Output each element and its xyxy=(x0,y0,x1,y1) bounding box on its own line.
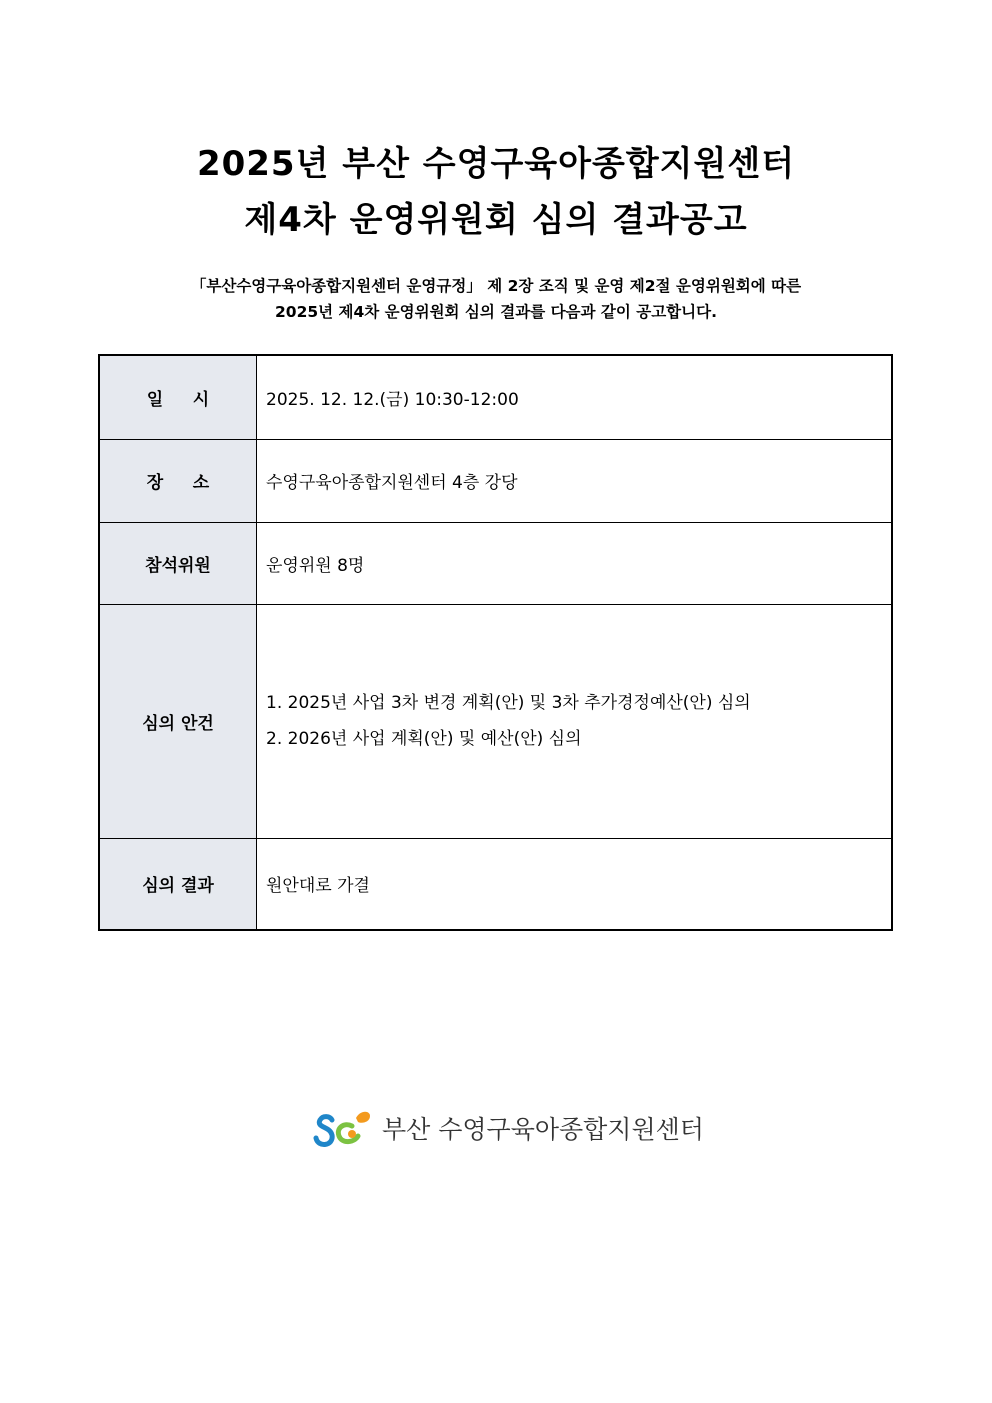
agenda-label: 심의 안건 xyxy=(99,604,257,838)
result-label: 심의 결과 xyxy=(99,838,257,930)
logo-leaf xyxy=(356,1112,370,1123)
place-value: 수영구육아종합지원센터 4층 강당 xyxy=(257,439,893,522)
place-label: 장 소 xyxy=(99,439,257,522)
table-row-result xyxy=(99,838,892,930)
logo-swirl-s xyxy=(316,1117,332,1145)
attendees-label: 참석위원 xyxy=(99,522,257,604)
date-value: 2025. 12. 12.(금) 10:30-12:00 xyxy=(257,355,893,439)
date-label: 일 시 xyxy=(99,355,257,439)
attendees-value: 운영위원 8명 xyxy=(257,522,893,604)
organization-name: 부산 수영구육아종합지원센터 xyxy=(382,1115,704,1144)
table-row-attendees xyxy=(99,522,892,604)
result-value: 원안대로 가결 xyxy=(257,838,893,930)
organization-logo-icon xyxy=(312,1108,374,1148)
table-row-date xyxy=(99,355,892,439)
logo-dot xyxy=(348,1130,356,1138)
intro-text-line-2: 2025년 제4차 운영위원회 심의 결과를 다음과 같이 공고합니다. xyxy=(275,303,717,321)
page-title-line-2: 제4차 운영위원회 심의 결과공고 xyxy=(244,200,748,240)
page-title-line-1: 2025년 부산 수영구육아종합지원센터 xyxy=(196,144,796,184)
footer xyxy=(312,1108,704,1148)
agenda-value xyxy=(257,604,893,838)
agenda-item-1: 1. 2025년 사업 3차 변경 계획(안) 및 3차 추가경정예산(안) 심의 xyxy=(266,693,751,713)
agenda-item-2: 2. 2026년 사업 계획(안) 및 예산(안) 심의 xyxy=(266,729,582,749)
result-table xyxy=(98,354,893,931)
intro-text-line-1: 「부산수영구육아종합지원센터 운영규정」 제 2장 조직 및 운영 제2절 운영위원회에 따른 xyxy=(190,277,802,295)
table-row-agenda xyxy=(99,604,892,838)
table-row-place xyxy=(99,439,892,522)
